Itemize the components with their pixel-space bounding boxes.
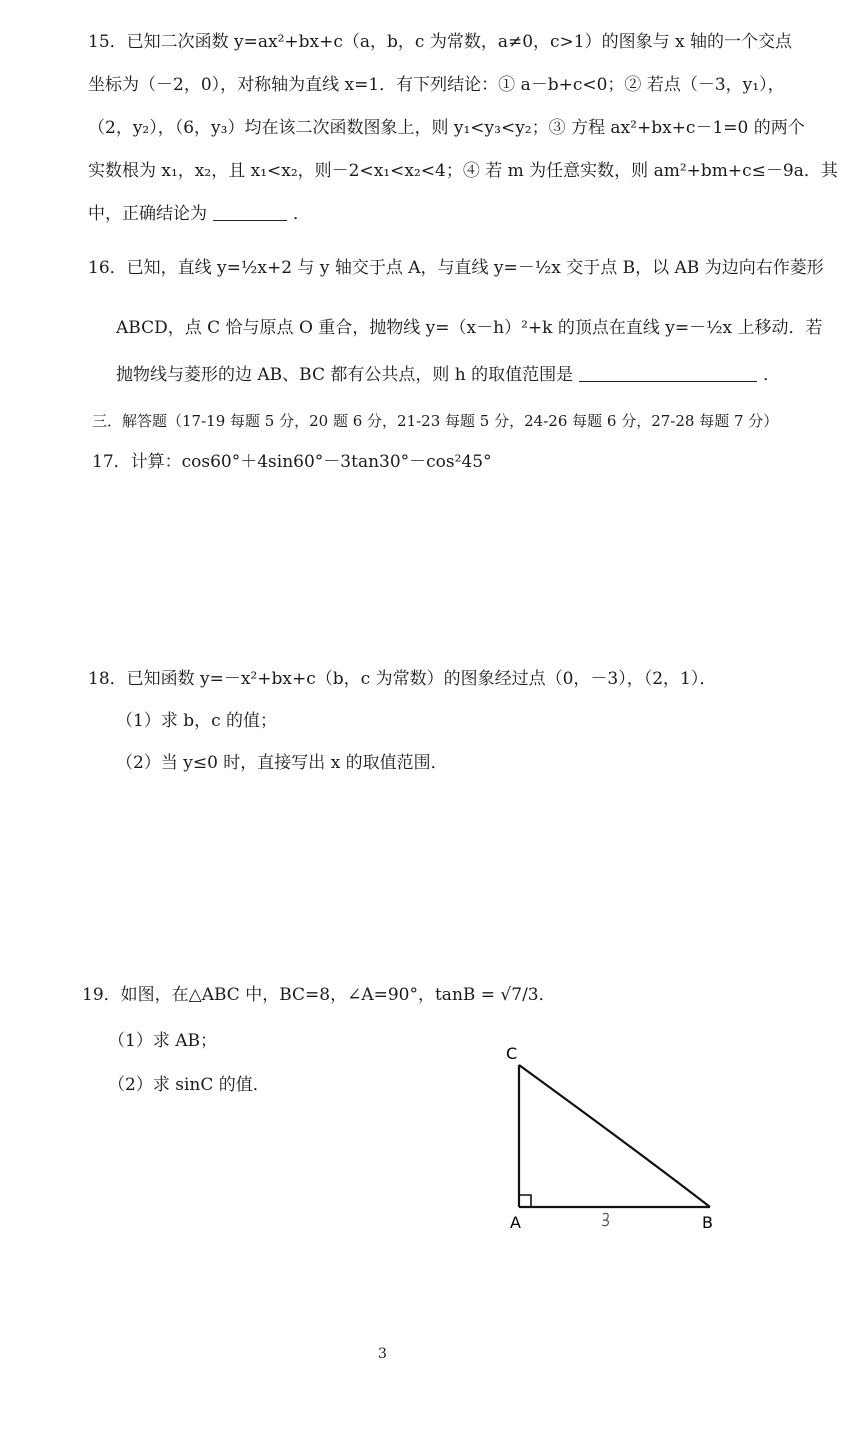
q16-answer-prefix: 抛物线与菱形的边 AB、BC 都有公共点，则 h 的取值范围是 [116,365,574,385]
q17-stem: 17．计算：cos60°＋4sin60°－3tan30°－cos²45° [92,452,492,472]
q18-part-2: （2）当 y≤0 时，直接写出 x 的取值范围． [116,753,448,773]
q16-line-3 [116,363,780,387]
q19-part-1: （1）求 AB； [108,1031,217,1051]
q15-answer-blank[interactable] [213,202,287,221]
q18-stem: 18．已知函数 y=－x²+bx+c（b，c 为常数）的图象经过点（0，－3），（2，1）． [88,669,717,689]
q16-answer-blank[interactable] [579,363,757,382]
q15-answer-suffix: ． [293,204,310,224]
q15-line-5 [88,202,310,226]
section-3-heading: 三．解答题（17-19 每题 5 分，20 题 6 分，21-23 每题 5 分，24-26 每题 6 分，27-28 每题 7 分） [92,412,779,430]
q16-answer-suffix: ． [763,365,781,385]
vertex-label-c: C [506,1044,518,1063]
vertex-label-a: A [510,1213,521,1232]
pencil-mark [602,1213,608,1225]
q15-answer-prefix: 中，正确结论为 [88,204,207,224]
q19-part-2: （2）求 sinC 的值． [108,1075,270,1095]
q15-line-1: 15．已知二次函数 y=ax²+bx+c（a，b，c 为常数，a≠0，c>1）的图象与 x 轴的一个交点 [88,32,793,52]
q19-stem: 19．如图，在△ABC 中，BC=8，∠A=90°，tanB = √7/3． [82,985,556,1005]
q18-part-1: （1）求 b，c 的值； [116,711,278,731]
q15-line-3: （2，y₂），（6，y₃）均在该二次函数图象上，则 y₁<y₃<y₂；③ 方程 ax²+bx+c－1=0 的两个 [88,118,805,138]
q15-line-2: 坐标为（－2，0），对称轴为直线 x=1．有下列结论：① a－b+c<0；② 若点（－3，y₁）， [88,75,785,95]
right-angle-mark [519,1195,531,1207]
q15-line-4: 实数根为 x₁，x₂，且 x₁<x₂，则－2<x₁<x₂<4；④ 若 m 为任意实数，则 am²+bm+c≤－9a．其 [88,161,838,181]
q16-line-1: 16．已知，直线 y=½x+2 与 y 轴交于点 A，与直线 y=－½x 交于点 B，以 AB 为边向右作菱形 [88,258,824,278]
triangle-figure [490,1035,740,1240]
page-number: 3 [378,1346,387,1362]
q16-line-2: ABCD，点 C 恰与原点 O 重合，抛物线 y=（x－h）²+k 的顶点在直线 y=－½x 上移动．若 [116,318,823,338]
side-cb [519,1065,710,1207]
vertex-label-b: B [702,1213,713,1232]
